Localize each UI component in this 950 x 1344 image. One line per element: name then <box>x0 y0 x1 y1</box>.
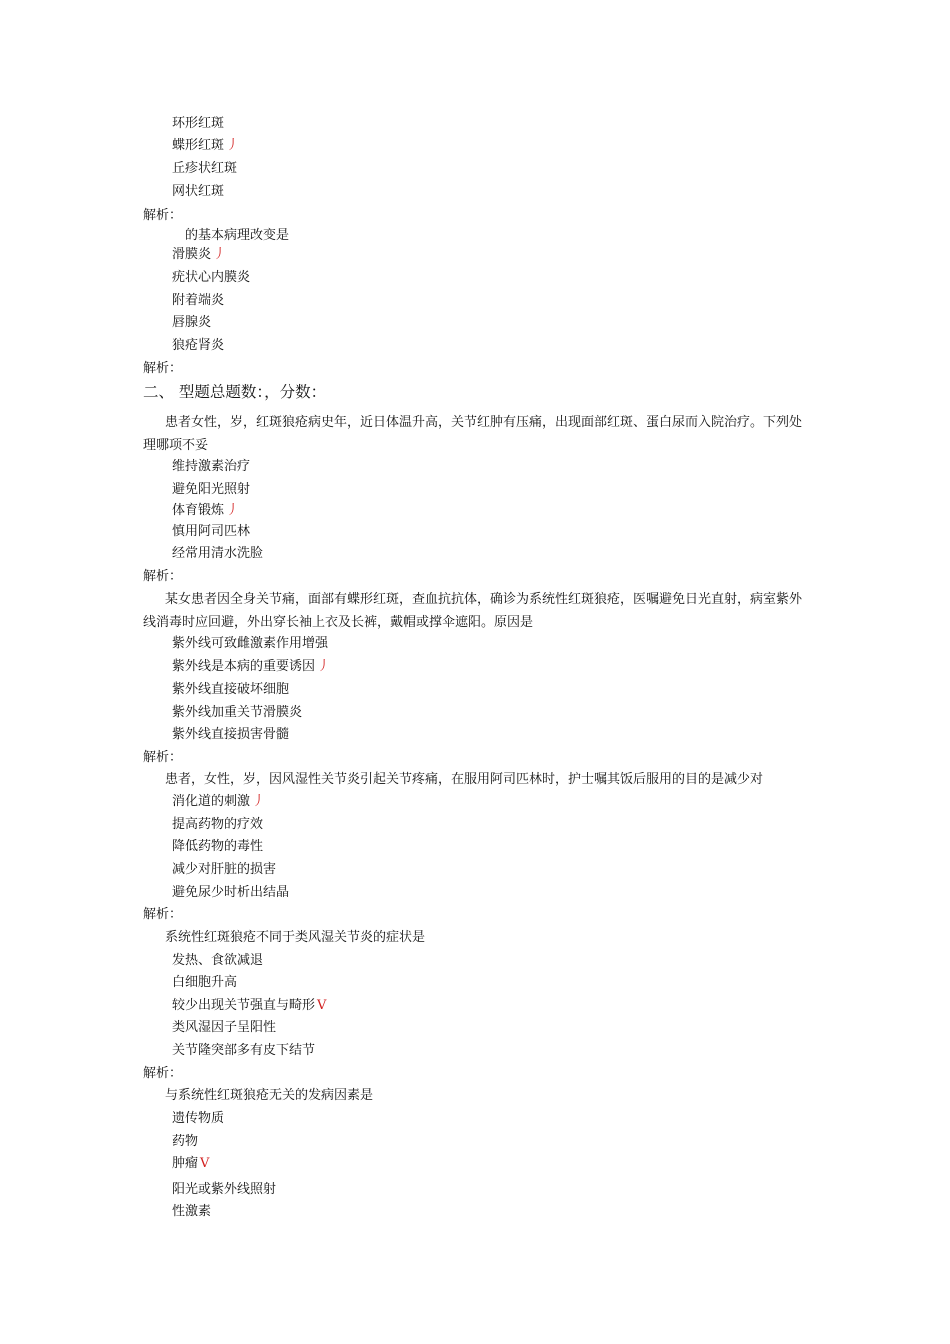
answer-mark: 丿 <box>252 794 266 809</box>
option-item: 经常用清水洗脸 <box>172 546 264 561</box>
option-item: 性激素 <box>172 1204 212 1219</box>
analysis-label: 解析： <box>143 208 183 223</box>
answer-mark: V <box>317 998 327 1013</box>
option-item: 阳光或紫外线照射 <box>172 1182 277 1197</box>
analysis-label: 解析： <box>143 750 183 765</box>
question-stem: 某女患者因全身关节痛，面部有蝶形红斑，查血抗抗体，确诊为系统性红斑狼疮，医嘱避免日光直射，病室紫外线消毒时应回避，外出穿长袖上衣及长裤，戴帽或撑伞遮阳。原因是 <box>143 592 803 630</box>
option-item: 肿瘤 V <box>172 1156 210 1171</box>
question-stem: 系统性红斑狼疮不同于类风湿关节炎的症状是 <box>165 930 426 945</box>
option-item: 体育锻炼 丿 <box>172 503 240 518</box>
option-item: 消化道的刺激 丿 <box>172 794 266 809</box>
option-item: 滑膜炎 丿 <box>172 247 227 262</box>
option-item: 避免阳光照射 <box>172 482 251 497</box>
option-item: 疣状心内膜炎 <box>172 270 251 285</box>
option-item: 关节隆突部多有皮下结节 <box>172 1043 316 1058</box>
option-item: 紫外线直接损害骨髓 <box>172 727 290 742</box>
option-item: 减少对肝脏的损害 <box>172 862 277 877</box>
option-item: 附着端炎 <box>172 293 225 308</box>
question-stem: 与系统性红斑狼疮无关的发病因素是 <box>165 1088 374 1103</box>
option-item: 紫外线是本病的重要诱因 丿 <box>172 659 331 674</box>
option-item: 较少出现关节强直与畸形 V <box>172 998 327 1013</box>
option-item: 避免尿少时析出结晶 <box>172 885 290 900</box>
question-stem: 的基本病理改变是 <box>185 228 290 243</box>
answer-mark: 丿 <box>317 659 331 674</box>
answer-mark: 丿 <box>226 138 240 153</box>
option-item: 丘疹状红斑 <box>172 161 238 176</box>
option-item: 慎用阿司匹林 <box>172 524 251 539</box>
analysis-label: 解析： <box>143 907 183 922</box>
option-item: 类风湿因子呈阳性 <box>172 1020 277 1035</box>
option-item: 环形红斑 <box>172 116 225 131</box>
option-item: 维持激素治疗 <box>172 459 251 474</box>
analysis-label: 解析： <box>143 361 183 376</box>
option-item: 药物 <box>172 1134 199 1149</box>
answer-mark: 丿 <box>226 503 240 518</box>
option-item: 紫外线加重关节滑膜炎 <box>172 705 303 720</box>
analysis-label: 解析： <box>143 1066 183 1081</box>
option-item: 提高药物的疗效 <box>172 817 264 832</box>
option-item: 狼疮肾炎 <box>172 338 225 353</box>
option-item: 网状红斑 <box>172 184 225 199</box>
option-item: 唇腺炎 <box>172 315 212 330</box>
option-item: 紫外线可致雌激素作用增强 <box>172 636 329 651</box>
question-stem: 患者，女性，岁，因风湿性关节炎引起关节疼痛，在服用阿司匹林时，护士嘱其饭后服用的目的是减少对 <box>165 772 764 787</box>
question-stem: 患者女性，岁，红斑狼疮病史年，近日体温升高，关节红肿有压痛，出现面部红斑、蛋白尿而入院治疗。下列处理哪项不妥 <box>143 415 803 453</box>
analysis-label: 解析： <box>143 569 183 584</box>
answer-mark: V <box>200 1156 210 1171</box>
option-item: 紫外线直接破坏细胞 <box>172 682 290 697</box>
option-item: 发热、食欲减退 <box>172 953 264 968</box>
section-title: 二、 型题总题数：，分数： <box>143 383 327 401</box>
option-item: 白细胞升高 <box>172 975 238 990</box>
option-item: 遗传物质 <box>172 1111 225 1126</box>
option-item: 蝶形红斑 丿 <box>172 138 240 153</box>
answer-mark: 丿 <box>213 247 227 262</box>
option-item: 降低药物的毒性 <box>172 839 264 854</box>
